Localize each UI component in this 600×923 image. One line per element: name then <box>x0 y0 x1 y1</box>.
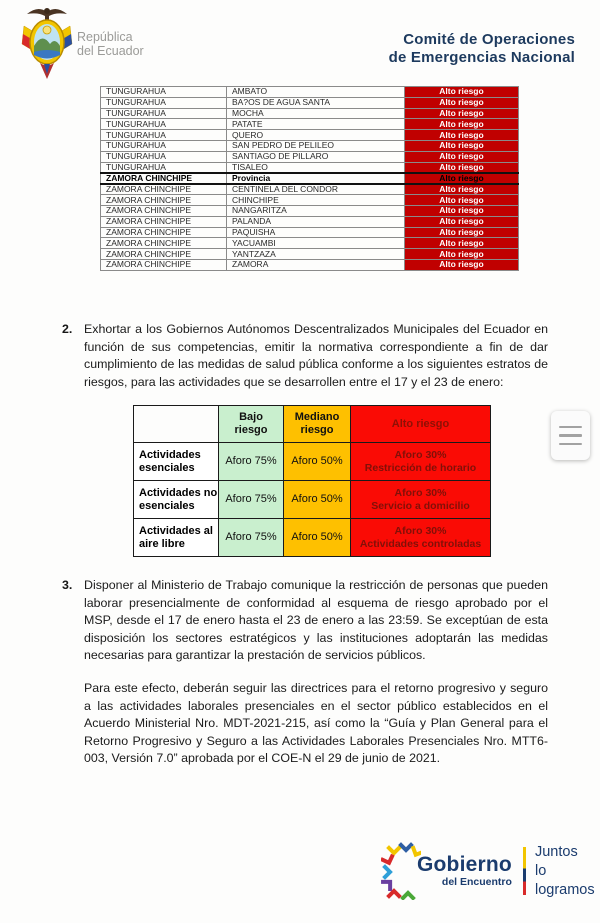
province-cell: TUNGURAHUA <box>101 108 227 119</box>
matrix-header-alto: Alto riesgo <box>351 406 491 443</box>
province-cell: ZAMORA CHINCHIPE <box>101 238 227 249</box>
page-header <box>0 0 600 84</box>
risk-cell: Alto riesgo <box>405 216 519 227</box>
canton-cell: CENTINELA DEL CONDOR <box>227 184 405 195</box>
gobierno-burst-icon <box>381 842 421 900</box>
table-row <box>101 216 519 227</box>
canton-cell: NANGARITZA <box>227 205 405 216</box>
canton-cell: TISALEO <box>227 162 405 173</box>
matrix-cell-mediano: Aforo 50% <box>284 481 351 519</box>
table-row <box>101 249 519 260</box>
flag-divider-bar <box>523 847 526 895</box>
matrix-row-label: Actividades al aire libre <box>134 519 219 557</box>
republic-label: República del Ecuador <box>77 30 144 58</box>
matrix-cell-alto: Aforo 30% Actividades controladas <box>351 519 491 557</box>
province-cell: ZAMORA CHINCHIPE <box>101 259 227 270</box>
item-3-number: 3. <box>62 578 73 592</box>
province-cell: TUNGURAHUA <box>101 97 227 108</box>
risk-cell: Alto riesgo <box>405 184 519 195</box>
matrix-cell-alto: Aforo 30% Restricción de horario <box>351 443 491 481</box>
item-3-text: Disponer al Ministerio de Trabajo comunique la restricción de personas que pueden laborar presencialmente de conformidad al esquema de riesgo aprobado por el MSP, desde el 17 de enero hasta el 23 de enero a las 23:59. Se exceptúan de esta disposición los sectores estratégicos y las instituciones adoptarán las medidas necesarias para garantizar la prestación de servicios públicos. <box>84 578 548 663</box>
canton-cell: AMBATO <box>227 87 405 98</box>
matrix-cell-mediano: Aforo 50% <box>284 519 351 557</box>
province-cell: ZAMORA CHINCHIPE <box>101 173 227 184</box>
matrix-corner-cell <box>134 406 219 443</box>
numbered-item-2 <box>62 321 548 391</box>
table-row <box>101 140 519 151</box>
gobierno-wordmark: Gobierno del Encuentro <box>417 853 512 888</box>
matrix-header-row <box>134 406 491 443</box>
ecuador-coat-of-arms-icon <box>20 4 74 85</box>
canton-cell: PAQUISHA <box>227 227 405 238</box>
risk-cell: Alto riesgo <box>405 195 519 206</box>
canton-cell: PALANDA <box>227 216 405 227</box>
risk-cell: Alto riesgo <box>405 238 519 249</box>
risk-cell: Alto riesgo <box>405 119 519 130</box>
province-cell: ZAMORA CHINCHIPE <box>101 205 227 216</box>
risk-matrix-table <box>133 405 491 557</box>
canton-cell: SANTIAGO DE PILLARO <box>227 151 405 162</box>
province-cell: TUNGURAHUA <box>101 130 227 141</box>
table-row <box>101 151 519 162</box>
table-row <box>101 259 519 270</box>
canton-cell: CHINCHIPE <box>227 195 405 206</box>
matrix-cell-bajo: Aforo 75% <box>219 519 284 557</box>
canton-cell: QUERO <box>227 130 405 141</box>
province-cell: TUNGURAHUA <box>101 151 227 162</box>
province-cell: ZAMORA CHINCHIPE <box>101 195 227 206</box>
floating-menu-button[interactable] <box>551 411 590 460</box>
canton-cell: YACUAMBI <box>227 238 405 249</box>
table-row <box>101 184 519 195</box>
table-row <box>101 205 519 216</box>
table-row <box>101 195 519 206</box>
province-cell: TUNGURAHUA <box>101 87 227 98</box>
province-cell: ZAMORA CHINCHIPE <box>101 227 227 238</box>
item-3-followup-text: Para este efecto, deberán seguir las directrices para el retorno progresivo y seguro a las actividades laborales presenciales en el sector público establecidos en el Acuerdo Ministerial Nro. MDT-2021-215, así como la “Guía y Plan General para el Retorno Progresivo y Seguro a las Actividades Laborales Presenciales Nro. MTT6-003, Versión 7.0” aprobada por el COE-N el 29 de junio de 2021. <box>84 681 548 766</box>
table-row <box>101 97 519 108</box>
matrix-header-bajo: Bajo riesgo <box>219 406 284 443</box>
matrix-cell-mediano: Aforo 50% <box>284 443 351 481</box>
canton-cell: Provincia <box>227 173 405 184</box>
table-row <box>101 227 519 238</box>
matrix-row-aire-libre <box>134 519 491 557</box>
risk-cell: Alto riesgo <box>405 249 519 260</box>
risk-cell: Alto riesgo <box>405 259 519 270</box>
table-row <box>101 119 519 130</box>
risk-cell: Alto riesgo <box>405 151 519 162</box>
risk-cell: Alto riesgo <box>405 227 519 238</box>
page-title: Comité de Operaciones de Emergencias Nacional <box>388 31 575 66</box>
risk-cell: Alto riesgo <box>405 130 519 141</box>
province-cell: ZAMORA CHINCHIPE <box>101 184 227 195</box>
province-cell: TUNGURAHUA <box>101 140 227 151</box>
table-row <box>101 130 519 141</box>
province-cell: TUNGURAHUA <box>101 162 227 173</box>
canton-cell: PATATE <box>227 119 405 130</box>
matrix-row-label: Actividades esenciales <box>134 443 219 481</box>
province-cell: ZAMORA CHINCHIPE <box>101 216 227 227</box>
table-row <box>101 162 519 173</box>
matrix-row-no-esenciales <box>134 481 491 519</box>
matrix-header-mediano: Mediano riesgo <box>284 406 351 443</box>
provinces-risk-table <box>100 86 519 271</box>
canton-cell: MOCHA <box>227 108 405 119</box>
matrix-cell-bajo: Aforo 75% <box>219 443 284 481</box>
table-row <box>101 87 519 98</box>
risk-cell: Alto riesgo <box>405 87 519 98</box>
matrix-row-esenciales <box>134 443 491 481</box>
risk-cell: Alto riesgo <box>405 162 519 173</box>
province-cell: ZAMORA CHINCHIPE <box>101 249 227 260</box>
item-2-number: 2. <box>62 322 73 336</box>
risk-cell: Alto riesgo <box>405 205 519 216</box>
canton-cell: BA?OS DE AGUA SANTA <box>227 97 405 108</box>
footer-brand <box>381 842 600 900</box>
canton-cell: YANTZAZA <box>227 249 405 260</box>
province-cell: TUNGURAHUA <box>101 119 227 130</box>
matrix-cell-bajo: Aforo 75% <box>219 481 284 519</box>
risk-cell: Alto riesgo <box>405 97 519 108</box>
item-2-text: Exhortar a los Gobiernos Autónomos Descentralizados Municipales del Ecuador en función de sus competencias, emitir la normativa correspondiente a fin de dar cumplimiento de las medidas de salud pública conforme a los siguientes estratos de riesgos, para las actividades que se desarrollen entre el 17 y el 23 de enero: <box>84 322 548 389</box>
risk-cell: Alto riesgo <box>405 108 519 119</box>
risk-cell: Alto riesgo <box>405 173 519 184</box>
table-row <box>101 108 519 119</box>
matrix-row-label: Actividades no esenciales <box>134 481 219 519</box>
numbered-item-3 <box>62 577 548 665</box>
risk-cell: Alto riesgo <box>405 140 519 151</box>
canton-cell: SAN PEDRO DE PELILEO <box>227 140 405 151</box>
canton-cell: ZAMORA <box>227 259 405 270</box>
table-row-province-header <box>101 173 519 184</box>
table-row <box>101 238 519 249</box>
footer-slogan: Juntos lo logramos <box>534 843 595 898</box>
matrix-cell-alto: Aforo 30% Servicio a domicilio <box>351 481 491 519</box>
